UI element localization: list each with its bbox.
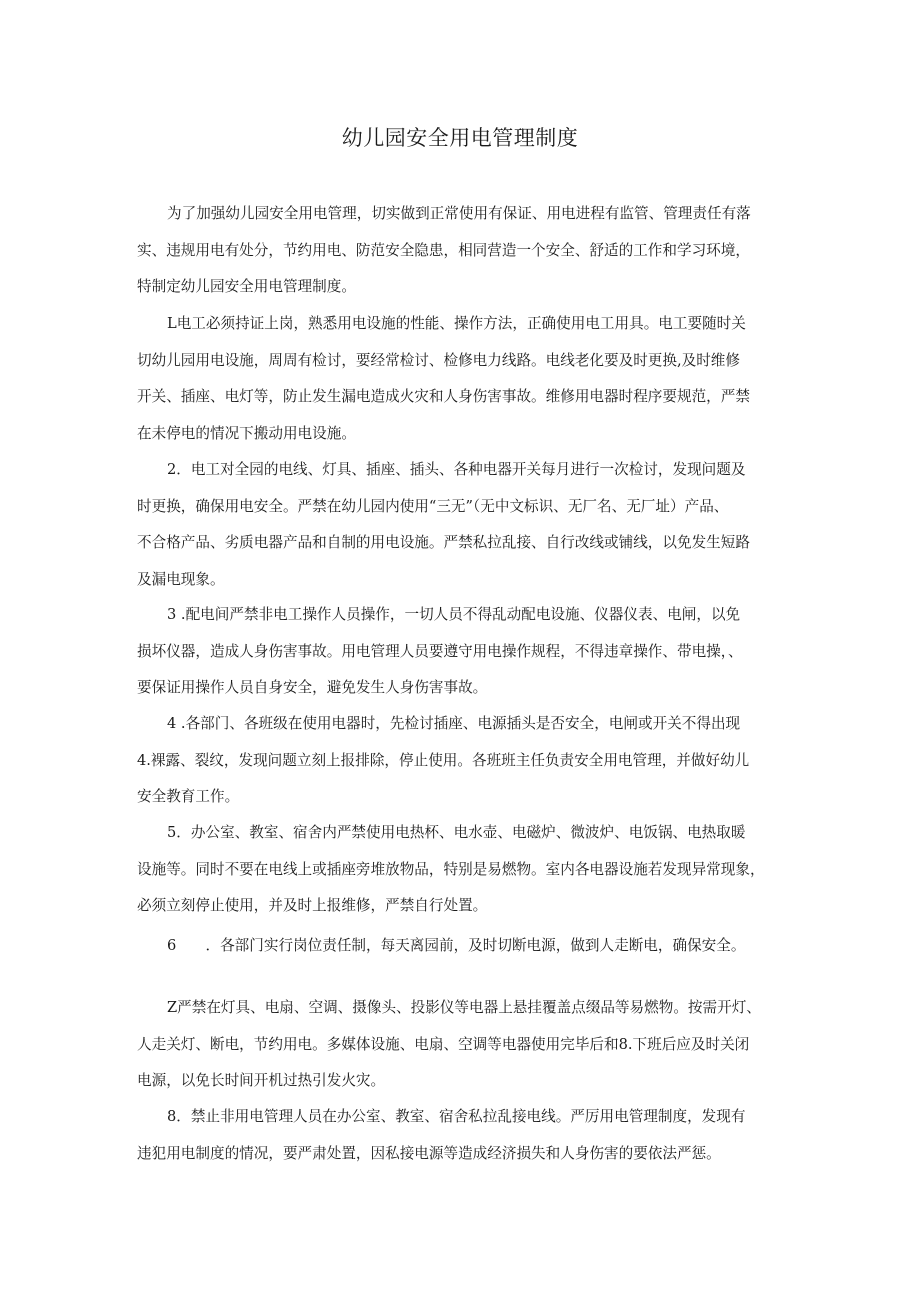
paragraph-line: 5．办公室、教室、宿舍内严禁使用电热杯、电水壶、电磁炉、微波炉、电饭锅、电热取暖 <box>167 824 746 841</box>
paragraph-line: 开关、插座、电灯等，防止发生漏电造成火灾和人身伤害事故。维修用电器时程序要规范，严禁 <box>137 388 750 405</box>
paragraph-line: 在未停电的情况下搬动用电设施。 <box>137 424 356 442</box>
paragraph-rule-5 <box>137 815 789 925</box>
paragraph-line: 违犯用电制度的情况，要严肃处置，因私接电源等造成经济损失和人身伤害的要依法严惩。 <box>137 1144 721 1162</box>
paragraph-line: 要保证用操作人员自身安全，避免发生人身伤害事故。 <box>137 679 488 696</box>
paragraph-line: 损坏仪器，造成人身伤害事故。用电管理人员要遵守用电操作规程，不得违章操作、带电操，、 <box>137 642 743 660</box>
paragraph-line: 8．禁止非用电管理人员在办公室、教室、宿舍私拉乱接电线。严厉用电管理制度，发现有 <box>167 1108 746 1125</box>
paragraph-line: 切幼儿园用电设施，周周有检讨，要经常检讨、检修电力线路。电线老化要及时更换,及时维修 <box>137 351 740 369</box>
paragraph-line: 6 ．各部门实行岗位责任制，每天离园前，及时切断电源，做到人走断电，确保安全。 <box>167 937 746 954</box>
paragraph-line: 实、违规用电有处分，节约用电、防范安全隐患，相同营造一个安全、舒适的工作和学习环境， <box>137 241 750 259</box>
paragraph-rule-6 <box>137 928 789 965</box>
paragraph-line: 2．电工对全园的电线、灯具、插座、插头、各种电器开关每月进行一次检讨，发现问题及 <box>167 461 746 478</box>
paragraph-rule-2 <box>137 452 789 598</box>
paragraph-line: 设施等。同时不要在电线上或插座旁堆放物品，特别是易燃物。室内各电器设施若发现异常现象， <box>137 860 765 878</box>
paragraph-intro <box>137 196 789 306</box>
paragraph-line: 为了加强幼儿园安全用电管理，切实做到正常使用有保证、用电进程有监管、管理责任有落 <box>167 205 751 222</box>
paragraph-line: 3 .配电间严禁非电工操作人员操作，一切人员不得乱动配电设施、仪器仪表、电闸，以免 <box>167 606 741 623</box>
paragraph-line: 及漏电现象。 <box>137 570 225 588</box>
paragraph-line: 人走关灯、断电，节约用电。多媒体设施、电扇、空调等电器使用完毕后和8.下班后应及时关闭 <box>137 1035 750 1053</box>
paragraph-rule-8 <box>137 1099 789 1172</box>
paragraph-line: 安全教育工作。 <box>137 788 240 805</box>
paragraph-line: 必须立刻停止使用，并及时上报维修，严禁自行处置。 <box>137 897 488 914</box>
page-title: 幼儿园安全用电管理制度 <box>341 126 579 150</box>
paragraph-rule-3 <box>137 597 789 707</box>
paragraph-line: L电工必须持证上岗，熟悉用电设施的性能、操作方法，正确使用电工用具。电工要随时关 <box>167 315 746 332</box>
paragraph-line: 4 .各部门、各班级在使用电器时，先检讨插座、电源插头是否安全，电闸或开关不得出现 <box>167 715 741 732</box>
paragraph-line: 不合格产品、劣质电器产品和自制的用电设施。严禁私拉乱接、自行改线或铺线，以免发生短路 <box>137 534 750 551</box>
paragraph-rule-7 <box>137 990 789 1100</box>
paragraph-line: 特制定幼儿园安全用电管理制度。 <box>137 278 356 295</box>
paragraph-line: 时更换，确保用电安全。严禁在幼儿园内使用“三无”（无中文标识、无厂名、无厂址）产品、 <box>137 497 729 515</box>
paragraph-rule-1 <box>137 306 789 452</box>
paragraph-line: 电源，以免长时间开机过热引发火灾。 <box>137 1072 386 1089</box>
paragraph-line: 4.裸露、裂纹，发现问题立刻上报排除，停止使用。各班班主任负责安全用电管理，并做好幼儿 <box>137 751 750 769</box>
paragraph-line: Z严禁在灯具、电扇、空调、摄像头、投影仪等电器上悬挂覆盖点缀品等易燃物。按需开灯、 <box>167 999 761 1016</box>
paragraph-rule-4 <box>137 706 789 816</box>
